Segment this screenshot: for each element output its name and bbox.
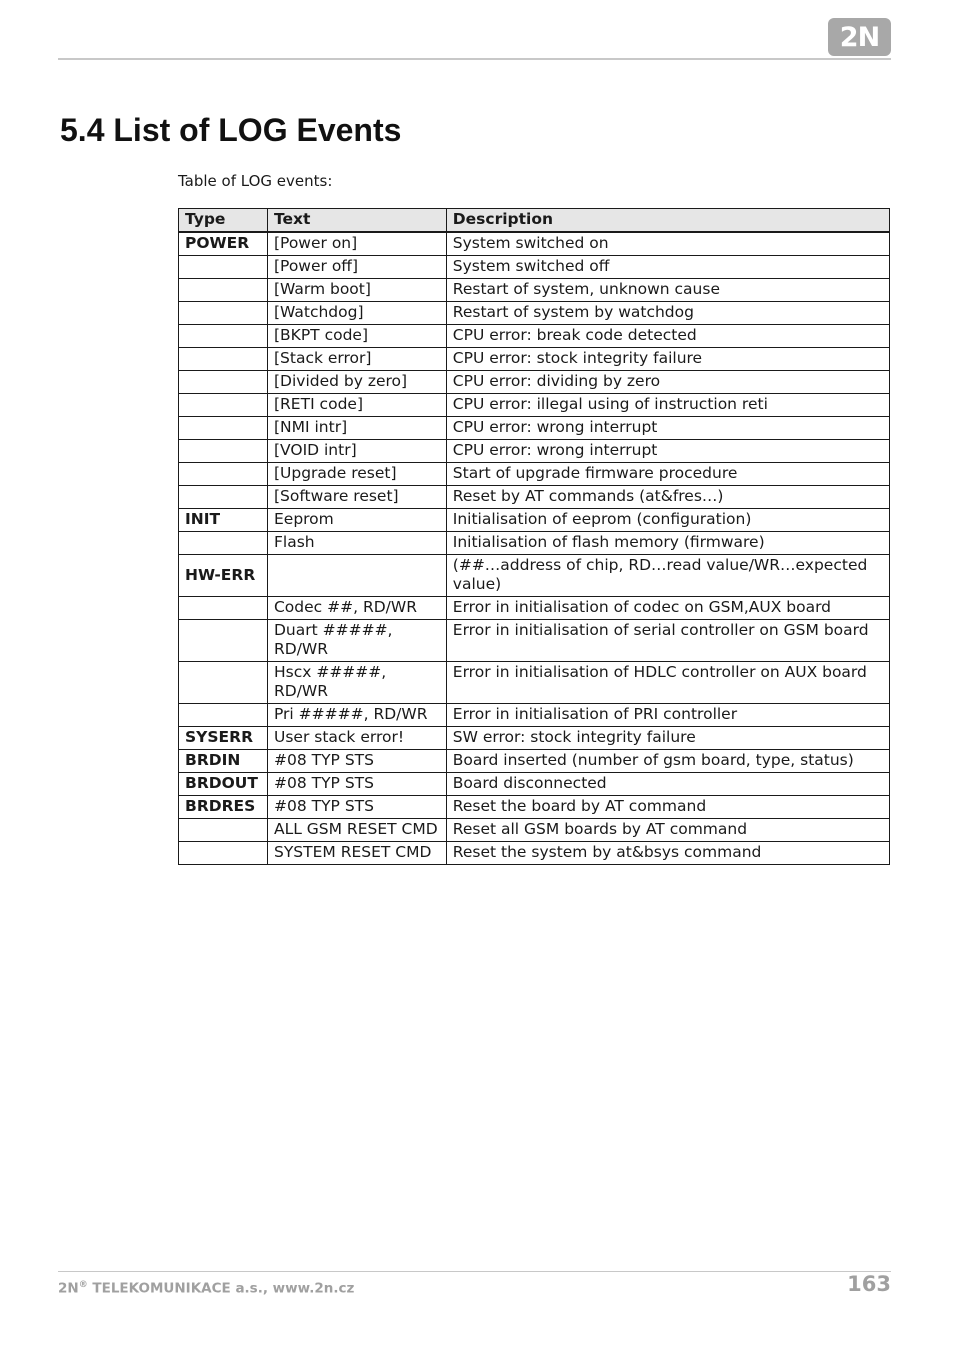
cell-type: [179, 662, 268, 704]
cell-type: [179, 842, 268, 865]
cell-description: Error in initialisation of serial controller on GSM board: [446, 620, 889, 662]
cell-type: [179, 417, 268, 440]
table-intro-text: Table of LOG events:: [178, 172, 333, 190]
cell-description: CPU error: stock integrity failure: [446, 348, 889, 371]
cell-text: [Stack error]: [267, 348, 446, 371]
page-number: 163: [847, 1272, 891, 1296]
table-row: [179, 842, 890, 865]
page-title: 5.4 List of LOG Events: [60, 112, 402, 148]
table-row: [179, 509, 890, 532]
cell-description: Error in initialisation of HDLC controller on AUX board: [446, 662, 889, 704]
header-divider: [58, 58, 891, 60]
cell-description: Reset the board by AT command: [446, 796, 889, 819]
table-row: [179, 773, 890, 796]
cell-text: [Software reset]: [267, 486, 446, 509]
column-header-text: Text: [267, 209, 446, 233]
cell-type: [179, 532, 268, 555]
registered-mark: ®: [78, 1280, 88, 1290]
table-row: [179, 394, 890, 417]
table-row: [179, 463, 890, 486]
table-row: [179, 819, 890, 842]
table-row: [179, 597, 890, 620]
cell-description: Reset the system by at&bsys command: [446, 842, 889, 865]
cell-text: Hscx #####, RD/WR: [267, 662, 446, 704]
cell-type: BRDOUT: [179, 773, 268, 796]
cell-text: [Power on]: [267, 232, 446, 256]
footer-company: [58, 1280, 354, 1297]
table-row: [179, 796, 890, 819]
cell-description: Error in initialisation of codec on GSM,AUX board: [446, 597, 889, 620]
cell-text: #08 TYP STS: [267, 773, 446, 796]
cell-description: CPU error: dividing by zero: [446, 371, 889, 394]
cell-description: (##…address of chip, RD…read value/WR…expected value): [446, 555, 889, 597]
cell-description: SW error: stock integrity failure: [446, 727, 889, 750]
cell-type: [179, 704, 268, 727]
table-row: [179, 486, 890, 509]
cell-type: POWER: [179, 232, 268, 256]
cell-type: [179, 486, 268, 509]
cell-type: INIT: [179, 509, 268, 532]
cell-text: [NMI intr]: [267, 417, 446, 440]
cell-text: [Upgrade reset]: [267, 463, 446, 486]
cell-description: Start of upgrade firmware procedure: [446, 463, 889, 486]
cell-type: [179, 620, 268, 662]
cell-type: [179, 325, 268, 348]
cell-text: #08 TYP STS: [267, 796, 446, 819]
cell-text: Pri #####, RD/WR: [267, 704, 446, 727]
log-events-table: [178, 208, 890, 865]
cell-description: Restart of system, unknown cause: [446, 279, 889, 302]
cell-description: Initialisation of flash memory (firmware): [446, 532, 889, 555]
cell-text: Codec ##, RD/WR: [267, 597, 446, 620]
cell-description: CPU error: wrong interrupt: [446, 440, 889, 463]
cell-description: Reset by AT commands (at&fres…): [446, 486, 889, 509]
table-row: [179, 440, 890, 463]
cell-description: CPU error: wrong interrupt: [446, 417, 889, 440]
table-row: [179, 302, 890, 325]
cell-type: BRDRES: [179, 796, 268, 819]
cell-description: Error in initialisation of PRI controller: [446, 704, 889, 727]
cell-text: [BKPT code]: [267, 325, 446, 348]
cell-text: [VOID intr]: [267, 440, 446, 463]
cell-type: [179, 819, 268, 842]
cell-text: SYSTEM RESET CMD: [267, 842, 446, 865]
column-header-type: Type: [179, 209, 268, 233]
cell-text: Eeprom: [267, 509, 446, 532]
cell-description: CPU error: illegal using of instruction reti: [446, 394, 889, 417]
cell-type: [179, 371, 268, 394]
cell-description: Restart of system by watchdog: [446, 302, 889, 325]
cell-text: Flash: [267, 532, 446, 555]
cell-text: [267, 555, 446, 597]
cell-type: [179, 348, 268, 371]
footer-company-prefix: 2N: [58, 1280, 79, 1297]
table-row: [179, 325, 890, 348]
cell-description: Initialisation of eeprom (configuration): [446, 509, 889, 532]
table-row: [179, 279, 890, 302]
cell-description: CPU error: break code detected: [446, 325, 889, 348]
cell-text: #08 TYP STS: [267, 750, 446, 773]
cell-type: HW-ERR: [179, 555, 268, 597]
cell-text: ALL GSM RESET CMD: [267, 819, 446, 842]
cell-description: System switched off: [446, 256, 889, 279]
cell-text: [Warm boot]: [267, 279, 446, 302]
cell-description: Board disconnected: [446, 773, 889, 796]
cell-type: [179, 302, 268, 325]
cell-text: [Watchdog]: [267, 302, 446, 325]
table-row: [179, 256, 890, 279]
cell-text: Duart #####, RD/WR: [267, 620, 446, 662]
table-row: [179, 750, 890, 773]
cell-type: [179, 440, 268, 463]
footer-divider: [58, 1271, 891, 1272]
table-row: [179, 620, 890, 662]
cell-text: [RETI code]: [267, 394, 446, 417]
table-row: [179, 704, 890, 727]
cell-text: [Divided by zero]: [267, 371, 446, 394]
table-row: [179, 727, 890, 750]
cell-type: [179, 279, 268, 302]
cell-text: User stack error!: [267, 727, 446, 750]
table-row: [179, 371, 890, 394]
cell-type: BRDIN: [179, 750, 268, 773]
column-header-description: Description: [446, 209, 889, 233]
table-row: [179, 662, 890, 704]
2n-logo: 2N: [828, 18, 891, 56]
cell-description: Reset all GSM boards by AT command: [446, 819, 889, 842]
cell-type: [179, 463, 268, 486]
table-row: [179, 555, 890, 597]
table-row: [179, 417, 890, 440]
cell-type: [179, 597, 268, 620]
table-row: [179, 348, 890, 371]
cell-type: [179, 394, 268, 417]
cell-description: System switched on: [446, 232, 889, 256]
cell-type: [179, 256, 268, 279]
table-header-row: [179, 209, 890, 233]
cell-description: Board inserted (number of gsm board, type, status): [446, 750, 889, 773]
footer-company-name: TELEKOMUNIKACE a.s., www.2n.cz: [87, 1280, 355, 1297]
table-row: [179, 532, 890, 555]
cell-text: [Power off]: [267, 256, 446, 279]
table-row: [179, 232, 890, 256]
cell-type: SYSERR: [179, 727, 268, 750]
